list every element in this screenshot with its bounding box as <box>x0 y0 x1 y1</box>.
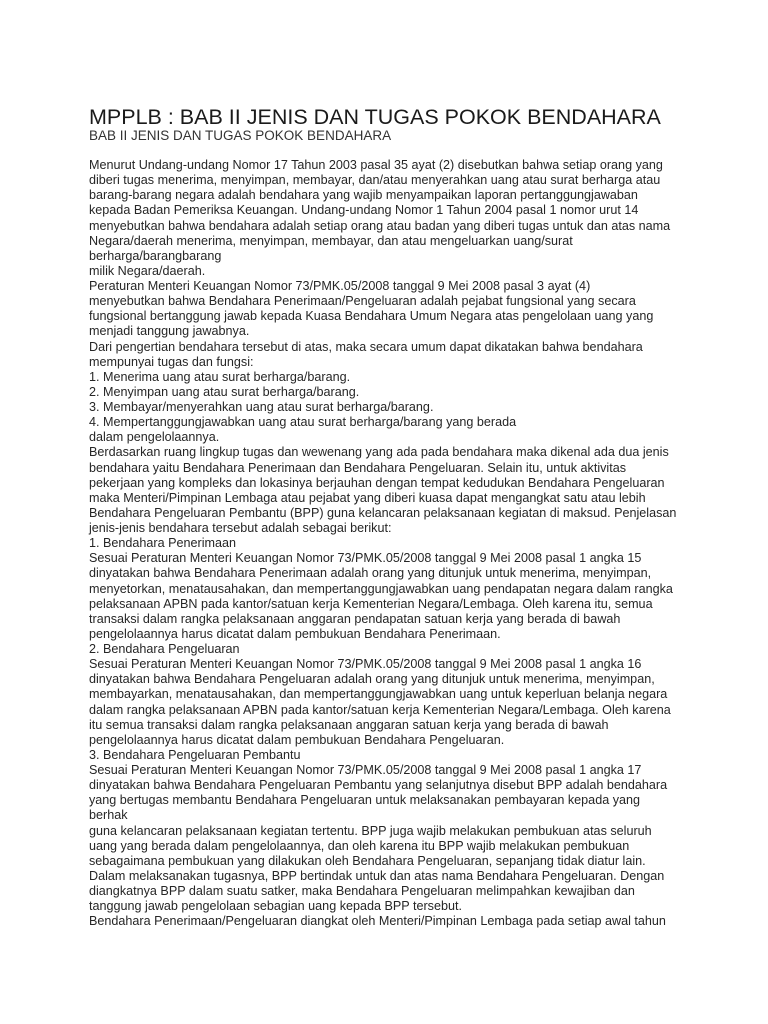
body-text-line: transaksi dalam rangka pelaksanaan anggaran pendapatan satuan kerja yang berada di bawah <box>89 611 621 626</box>
body-text-line: Berdasarkan ruang lingkup tugas dan wewenang yang ada pada bendahara maka dikenal ada dua jenis <box>89 445 669 460</box>
body-text-line: pengelolaannya harus dicatat dalam pembukuan Bendahara Penerimaan. <box>89 626 501 641</box>
body-text-line: itu semua transaksi dalam rangka pelaksanaan anggaran satuan kerja yang berada di bawah <box>89 717 609 732</box>
body-text-line: Sesuai Peraturan Menteri Keuangan Nomor 73/PMK.05/2008 tanggal 9 Mei 2008 pasal 1 angka 15 <box>89 551 642 566</box>
body-text-line: 2. Bendahara Pengeluaran <box>89 642 240 656</box>
body-text-line: mempunyai tugas dan fungsi: <box>89 354 254 369</box>
body-text-line: membayarkan, menatausahakan, dan mempertanggungjawabkan uang untuk keperluan belanja negara <box>89 687 668 702</box>
body-text-line: pengelolaannya harus dicatat dalam pembukuan Bendahara Pengeluaran. <box>89 732 505 747</box>
body-text-line: milik Negara/daerah. <box>89 263 206 278</box>
document-body <box>89 158 759 929</box>
body-text-line: 4. Mempertanggungjawabkan uang atau surat berharga/barang yang berada <box>89 415 517 430</box>
body-text-line: menyebutkan bahwa Bendahara Penerimaan/Pengeluaran adalah pejabat fungsional yang secara <box>89 294 636 309</box>
body-text-line: menyebutkan bahwa bendahara adalah setiap orang atau badan yang diberi tugas untuk dan atas nama <box>89 218 671 233</box>
body-text-line: Sesuai Peraturan Menteri Keuangan Nomor 73/PMK.05/2008 tanggal 9 Mei 2008 pasal 1 angka 16 <box>89 657 642 672</box>
body-text-line: bendahara yaitu Bendahara Penerimaan dan Bendahara Pengeluaran. Selain itu, untuk aktivitas <box>89 460 627 475</box>
body-text-line: Dalam melaksanakan tugasnya, BPP bertindak untuk dan atas nama Bendahara Pengeluaran. Dengan <box>89 868 665 883</box>
body-text-line: dalam rangka pelaksanaan APBN pada kantor/satuan kerja Kementerian Negara/Lembaga. Oleh karena <box>89 702 671 717</box>
body-text-line: Negara/daerah menerima, menyimpan, membayar, dan atau mengeluarkan uang/surat <box>89 233 573 248</box>
document-subtitle: BAB II JENIS DAN TUGAS POKOK BENDAHARA <box>89 128 392 143</box>
body-text-line: Bendahara Penerimaan/Pengeluaran diangkat oleh Menteri/Pimpinan Lembaga pada setiap awal tahun <box>89 914 666 929</box>
body-text-line: menyetorkan, menatausahakan, dan mempertanggungjawabkan uang pendapatan negara dalam rangka <box>89 581 673 596</box>
body-text-line: Peraturan Menteri Keuangan Nomor 73/PMK.05/2008 tanggal 9 Mei 2008 pasal 3 ayat (4) <box>89 279 591 293</box>
body-text-line: guna kelancaran pelaksanaan kegiatan tertentu. BPP juga wajib melakukan pembukuan atas seluruh <box>89 823 652 838</box>
body-text-line: dinyatakan bahwa Bendahara Penerimaan adalah orang yang ditunjuk untuk menerima, menyimpan, <box>89 566 652 581</box>
body-text-line: jenis-jenis bendahara tersebut adalah sebagai berikut: <box>89 521 392 535</box>
body-text-line: pelaksanaan APBN pada kantor/satuan kerja Kementerian Negara/Lembaga. Oleh karena itu, semua <box>89 596 653 611</box>
body-text-line: sebagaimana pembukuan yang dilakukan oleh Bendahara Pengeluaran, sepanjang tidak diatur lain. <box>89 853 646 868</box>
body-text-line: berhak <box>89 808 128 823</box>
body-text-line: 2. Menyimpan uang atau surat berharga/barang. <box>89 384 360 399</box>
body-text-line: diangkatnya BPP dalam suatu satker, maka Bendahara Pengeluaran melimpahkan kewajiban dan <box>89 884 635 898</box>
document-title: MPPLB : BAB II JENIS DAN TUGAS POKOK BENDAHARA <box>89 105 661 129</box>
body-text-line: 3. Bendahara Pengeluaran Pembantu <box>89 747 301 762</box>
body-text-line: barang-barang negara adalah bendahara yang wajib menyampaikan laporan pertanggungjawaban <box>89 188 638 203</box>
body-text-line: pekerjaan yang kompleks dan lokasinya berjauhan dengan tempat kedudukan Bendahara Pengeluaran <box>89 475 665 490</box>
body-text-line: maka Menteri/Pimpinan Lembaga atau pejabat yang diberi kuasa dapat mengangkat satu atau lebih <box>89 490 646 505</box>
body-text-line: uang yang berada dalam pengelolaannya, dan oleh karena itu BPP wajib melakukan pembukuan <box>89 838 630 853</box>
body-text-line: 1. Bendahara Penerimaan <box>89 536 237 551</box>
body-text-line: diberi tugas menerima, menyimpan, membayar, dan/atau menyerahkan uang atau surat berharga atau <box>89 173 661 188</box>
body-text-line: Sesuai Peraturan Menteri Keuangan Nomor 73/PMK.05/2008 tanggal 9 Mei 2008 pasal 1 angka 17 <box>89 763 642 777</box>
body-text-line: berharga/barangbarang <box>89 248 222 263</box>
body-text-line: tanggung jawab pengelolaan sebagian uang kepada BPP tersebut. <box>89 899 462 914</box>
body-text-line: yang bertugas membantu Bendahara Pengeluaran untuk melaksanakan pembayaran kepada yang <box>89 793 641 808</box>
body-text-line: 3. Membayar/menyerahkan uang atau surat berharga/barang. <box>89 400 434 414</box>
body-text-line: dinyatakan bahwa Bendahara Pengeluaran Pembantu yang selanjutnya disebut BPP adalah bendahara <box>89 778 668 793</box>
body-text-line: kepada Badan Pemeriksa Keuangan. Undang-undang Nomor 1 Tahun 2004 pasal 1 nomor urut 14 <box>89 203 639 218</box>
body-text-line: dinyatakan bahwa Bendahara Pengeluaran adalah orang yang ditunjuk untuk menerima, menyimpan, <box>89 672 655 687</box>
body-text-line: Menurut Undang-undang Nomor 17 Tahun 2003 pasal 35 ayat (2) disebutkan bahwa setiap orang yang <box>89 158 663 172</box>
body-text-line: menjadi tanggung jawabnya. <box>89 324 250 339</box>
body-text-line: Bendahara Pengeluaran Pembantu (BPP) guna kelancaran pelaksanaan kegiatan di maksud. Penjelasan <box>89 505 677 520</box>
body-text-line: Dari pengertian bendahara tersebut di atas, maka secara umum dapat dikatakan bahwa bendahara <box>89 339 643 354</box>
body-text-line: 1. Menerima uang atau surat berharga/barang. <box>89 369 351 384</box>
body-text-line: dalam pengelolaannya. <box>89 430 220 445</box>
body-text-line: fungsional bertanggung jawab kepada Kuasa Bendahara Umum Negara atas pengelolaan uang yang <box>89 309 654 324</box>
